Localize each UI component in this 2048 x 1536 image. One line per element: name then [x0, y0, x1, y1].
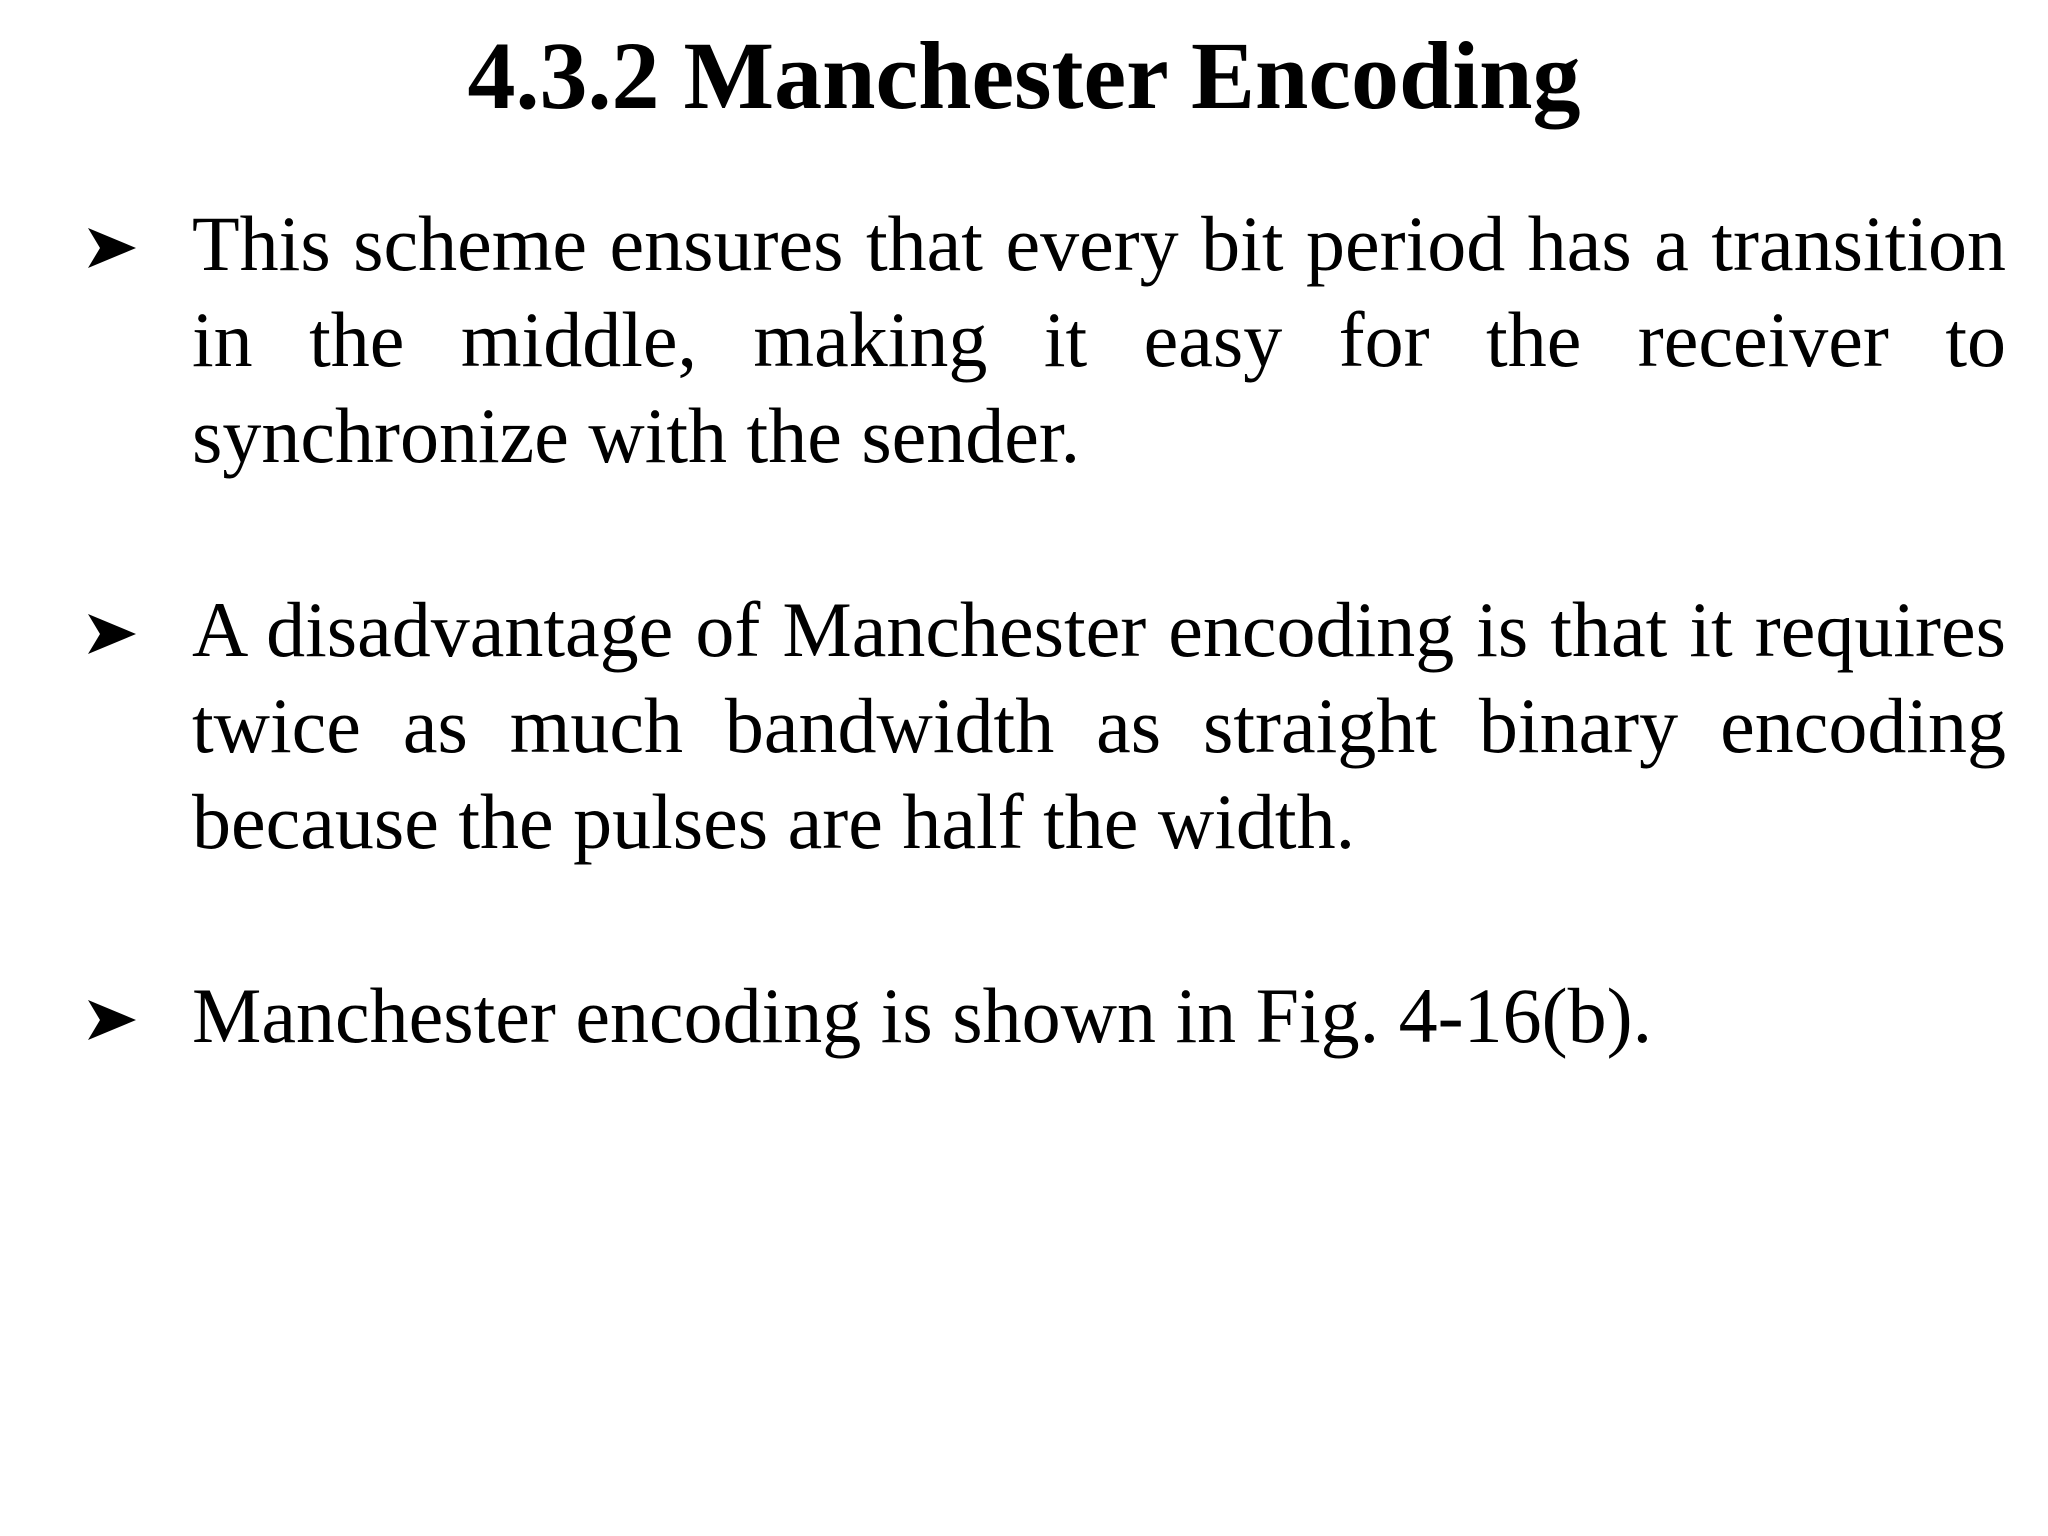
bullet-text: A disadvantage of Manchester encoding is that it requires twice as much bandwidth as straight binary encoding because the pulses are half the width.	[192, 586, 2006, 865]
arrowhead-bullet-icon	[86, 612, 138, 656]
bullet-item	[86, 196, 2006, 484]
slide-title: 4.3.2 Manchester Encoding	[467, 22, 1581, 129]
arrowhead-bullet-icon	[86, 998, 138, 1042]
bullet-text: Manchester encoding is shown in Fig. 4-16(b).	[192, 972, 1653, 1059]
bullet-list	[86, 196, 2006, 1162]
bullet-item	[86, 968, 2006, 1064]
bullet-text: This scheme ensures that every bit period has a transition in the middle, making it easy for the receiver to synchronize with the sender.	[192, 200, 2006, 479]
arrowhead-bullet-icon	[86, 226, 138, 270]
bullet-item	[86, 582, 2006, 870]
